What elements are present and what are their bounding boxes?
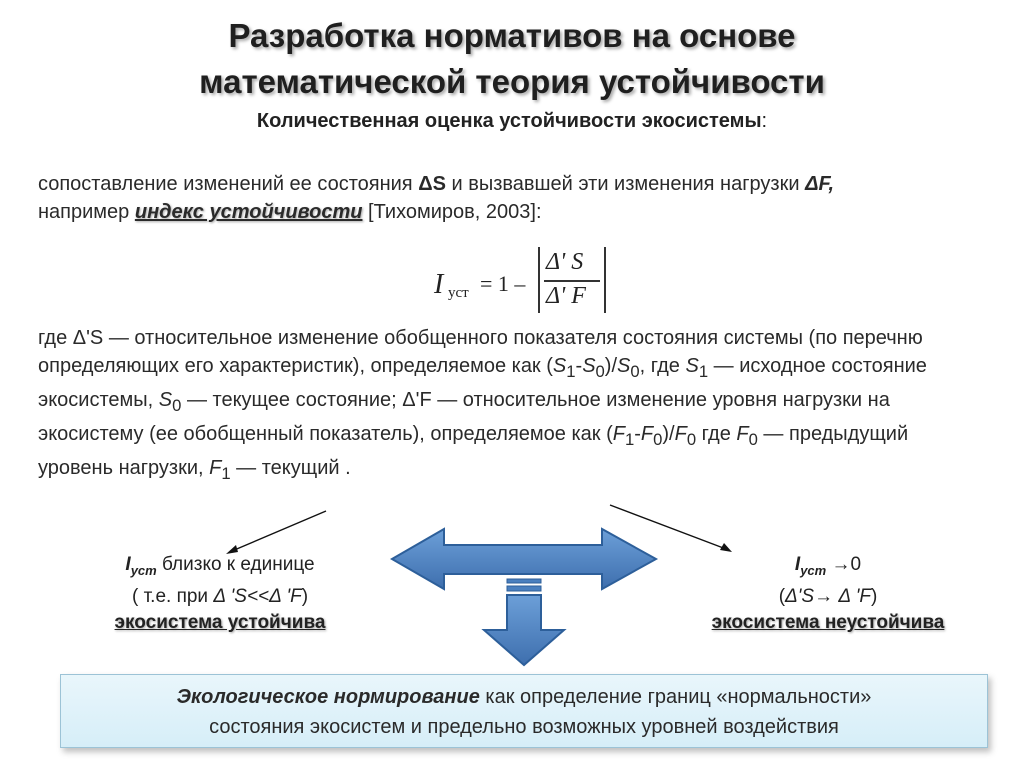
intro-text-4: [Тихомиров, 2003]:: [362, 201, 542, 223]
left-conclusion: [60, 552, 380, 636]
var-s1: S: [552, 355, 567, 377]
explain-text: — предыдущий уровень нагрузки,: [38, 423, 909, 479]
right-line-2d: Δ 'F: [833, 585, 871, 607]
left-line-1: [60, 552, 380, 584]
explain-text: )/: [604, 355, 618, 377]
stable-ecosystem-label: экосистема устойчива: [114, 611, 326, 633]
formula-equals: = 1 –: [480, 271, 526, 296]
bottom-line-1-rest: как определение границ «нормальности»: [479, 686, 872, 708]
subtitle-text: Количественная оценка устойчивости экосистемы: [256, 110, 762, 132]
explain-text: где: [696, 423, 737, 445]
var-s0: S: [158, 389, 173, 411]
subtitle-colon: :: [761, 110, 768, 132]
right-zero: 0: [850, 554, 862, 575]
var-s1: S: [685, 355, 699, 377]
explain-text: где Δ'S — относительное изменение обобщенного показателя состояния системы (по перечню определяющих его характеристик), определяемое как (: [38, 327, 923, 377]
var-f1: F: [612, 423, 625, 445]
right-pointer-head-icon: [720, 543, 732, 552]
right-line-2: [660, 584, 996, 610]
stability-index-link[interactable]: индекс устойчивости: [134, 201, 363, 223]
down-arrow-stripe-2: [507, 586, 541, 591]
sub-0: 0: [595, 362, 605, 381]
left-index-i: I: [125, 554, 131, 575]
intro-text-3: например: [38, 201, 135, 223]
right-line-2e: ): [870, 585, 878, 607]
explain-text: )/: [662, 423, 675, 445]
sub-1: 1: [698, 362, 709, 381]
right-small-arrow-icon: →: [814, 585, 834, 607]
down-arrow-icon: [484, 595, 564, 665]
sub-0: 0: [748, 430, 758, 449]
right-conclusion: [660, 552, 996, 636]
intro-text-1: сопоставление изменений ее состояния: [38, 173, 419, 195]
left-line-2a: ( т.е. при: [131, 585, 214, 607]
right-line-1: [660, 552, 996, 584]
right-arrow-icon: →: [831, 554, 851, 575]
var-f0: F: [736, 423, 749, 445]
sub-0: 0: [653, 430, 663, 449]
explain-text: -: [575, 355, 583, 377]
unstable-ecosystem-label: экосистема неустойчива: [711, 611, 945, 633]
formula-denominator: Δ' F: [546, 283, 586, 309]
delta-f: ΔF,: [805, 173, 835, 195]
bottom-bold-term: Экологическое нормирование: [176, 686, 480, 708]
left-index-sub: уст: [130, 562, 157, 578]
formula-numerator: Δ' S: [546, 249, 584, 275]
title-line-2: математической теория устойчивости: [199, 63, 825, 100]
sub-1: 1: [221, 464, 231, 483]
sub-0: 0: [630, 362, 640, 381]
left-pointer-arrow: [232, 511, 326, 551]
title-line-1: Разработка нормативов на основе: [228, 17, 796, 54]
explain-text: — текущее состояние; Δ'F — относительное изменение уровня нагрузки на экосистему (ее обобщенный показатель), определяемое как (: [38, 389, 890, 445]
down-arrow-stripe-1: [507, 579, 541, 583]
sub-1: 1: [566, 362, 576, 381]
var-s0: S: [582, 355, 596, 377]
formula-subscript: уст: [448, 285, 469, 301]
right-line-2b: Δ'S: [785, 585, 815, 607]
left-line-2b: Δ 'S<<Δ 'F: [213, 585, 302, 607]
sub-0: 0: [686, 430, 697, 449]
explain-text: — исходное состояние экосистемы,: [38, 355, 927, 411]
var-f0: F: [640, 423, 654, 445]
right-index-i: I: [794, 554, 801, 575]
left-line-2c: ): [301, 585, 309, 607]
intro-text-2: и вызвавшей эти изменения нагрузки: [445, 173, 806, 195]
right-index-sub: уст: [800, 562, 827, 578]
left-line-2: [60, 584, 380, 610]
right-line-2a: (: [778, 585, 786, 607]
sub-0: 0: [172, 396, 182, 415]
var-f0: F: [674, 423, 687, 445]
explain-text: , где: [639, 355, 686, 377]
var-s0: S: [617, 355, 631, 377]
var-f1: F: [209, 457, 222, 479]
left-line-1-text: близко к единице: [156, 554, 315, 575]
formula-i: I: [434, 269, 444, 300]
explain-text: — текущий .: [230, 457, 351, 479]
bottom-line-2: состояния экосистем и предельно возможных уровней воздействия: [209, 716, 839, 738]
bottom-line-1: [61, 682, 987, 712]
ecological-norming-box: [60, 674, 988, 748]
sub-1: 1: [624, 430, 635, 449]
explain-text: -: [634, 423, 641, 445]
delta-s: ΔS: [418, 173, 446, 195]
